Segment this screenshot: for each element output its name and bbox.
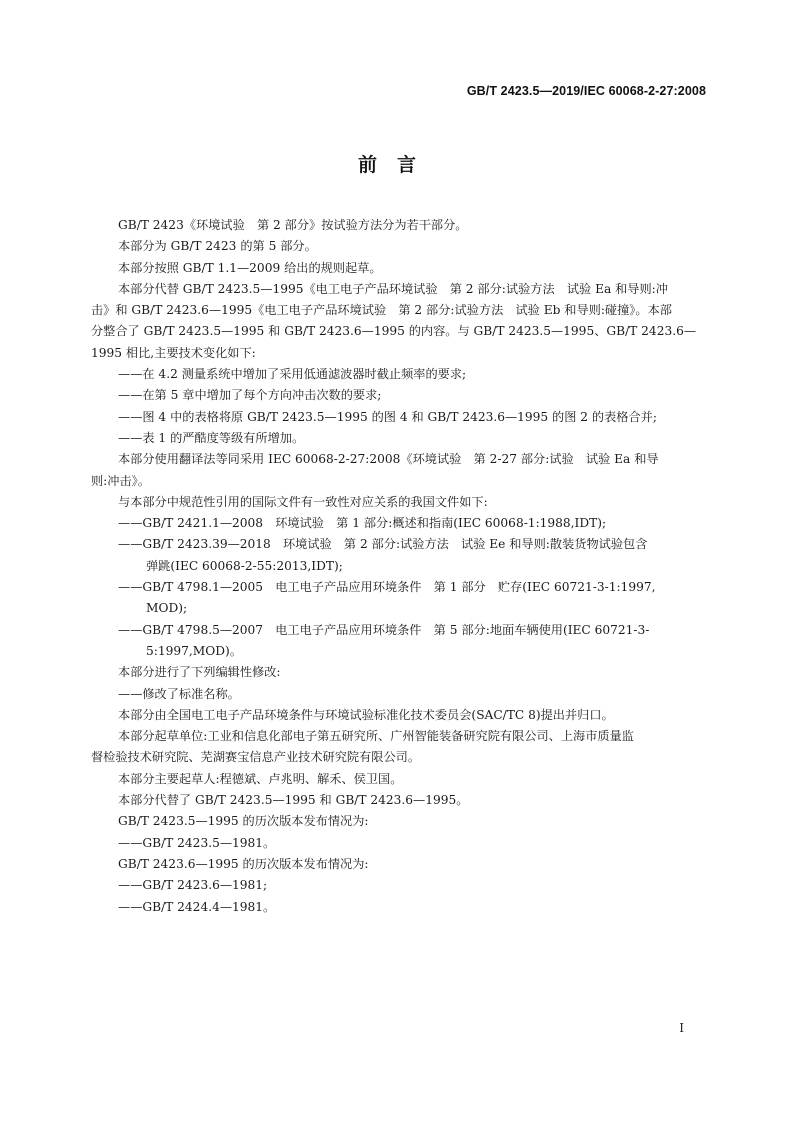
paragraph-line: ——在 4.2 测量系统中增加了采用低通滤波器时截止频率的要求;	[118, 367, 467, 382]
list-item	[118, 897, 708, 918]
paragraph-line: 则:冲击》。	[91, 473, 150, 488]
paragraph	[118, 790, 708, 811]
paragraph-line: ——修改了标准名称。	[118, 686, 240, 701]
list-item	[118, 875, 708, 896]
paragraph-line: 本部分代替了 GB/T 2423.5—1995 和 GB/T 2423.6—1995。	[118, 793, 469, 808]
paragraph	[91, 726, 708, 769]
paragraph-line: 本部分按照 GB/T 1.1—2009 给出的规则起草。	[118, 260, 382, 275]
paragraph-line: 本部分进行了下列编辑性修改:	[118, 665, 281, 680]
page-number: Ⅰ	[679, 1021, 684, 1035]
list-item	[118, 407, 708, 428]
paragraph-line: 本部分为 GB/T 2423 的第 5 部分。	[118, 239, 317, 254]
paragraph-line: ——GB/T 4798.5—2007 电工电子产品应用环境条件 第 5 部分:地面车辆使用(IEC 60721-3-	[118, 622, 650, 637]
paragraph-line: 本部分由全国电工电子产品环境条件与环境试验标准化技术委员会(SAC/TC 8)提出并归口。	[118, 707, 614, 722]
paragraph	[118, 492, 708, 513]
list-item	[118, 684, 708, 705]
list-item	[118, 833, 708, 854]
paragraph-line: 本部分主要起草人:程德斌、卢兆明、解禾、侯卫国。	[118, 771, 403, 786]
paragraph-line: GB/T 2423.5—1995 的历次版本发布情况为:	[118, 814, 369, 829]
paragraph	[118, 258, 708, 279]
list-item	[118, 364, 708, 385]
standard-number-header: GB/T 2423.5—2019/IEC 60068-2-27:2008	[466, 84, 706, 98]
paragraph-line: 1995 相比,主要技术变化如下:	[91, 345, 256, 360]
paragraph-line: 弹跳(IEC 60068-2-55:2013,IDT);	[146, 558, 343, 573]
paragraph-line: ——GB/T 2423.6—1981;	[118, 878, 268, 893]
list-item	[118, 577, 708, 620]
paragraph-line: ——GB/T 2424.4—1981。	[118, 899, 276, 914]
body-text	[91, 215, 708, 918]
paragraph-line: ——GB/T 2423.5—1981。	[118, 835, 276, 850]
paragraph-line: 督检验技术研究院、芜湖赛宝信息产业技术研究院有限公司。	[91, 750, 421, 765]
paragraph-line: ——表 1 的严酷度等级有所增加。	[118, 430, 305, 445]
page-title: 前言	[357, 154, 436, 176]
paragraph-line: ——GB/T 2421.1—2008 环境试验 第 1 部分:概述和指南(IEC 60068-1:1988,IDT);	[118, 516, 607, 531]
paragraph-line: 本部分代替 GB/T 2423.5—1995《电工电子产品环境试验 第 2 部分:试验方法 试验 Ea 和导则:冲	[118, 281, 668, 296]
paragraph	[91, 279, 708, 364]
paragraph	[118, 236, 708, 257]
paragraph-line: 5:1997,MOD)。	[146, 643, 242, 658]
paragraph	[118, 854, 708, 875]
paragraph-line: 与本部分中规范性引用的国际文件有一致性对应关系的我国文件如下:	[118, 494, 488, 509]
list-item	[118, 620, 708, 663]
paragraph-line: GB/T 2423.6—1995 的历次版本发布情况为:	[118, 856, 369, 871]
paragraph-line: 本部分起草单位:工业和信息化部电子第五研究所、广州智能装备研究院有限公司、上海市质量监	[118, 729, 634, 744]
list-item	[118, 534, 708, 577]
paragraph-line: 分整合了 GB/T 2423.5—1995 和 GB/T 2423.6—1995 的内容。与 GB/T 2423.5—1995、GB/T 2423.6—	[91, 324, 697, 339]
paragraph	[118, 662, 708, 683]
list-item	[118, 513, 708, 534]
paragraph-line: 击》和 GB/T 2423.6—1995《电工电子产品环境试验 第 2 部分:试验方法 试验 Eb 和导则:碰撞》。本部	[91, 303, 672, 318]
paragraph	[91, 449, 708, 492]
paragraph-line: MOD);	[146, 601, 188, 616]
paragraph-line: 本部分使用翻译法等同采用 IEC 60068-2-27:2008《环境试验 第 2-27 部分:试验 试验 Ea 和导	[118, 452, 659, 467]
paragraph	[118, 705, 708, 726]
paragraph-line: ——图 4 中的表格将原 GB/T 2423.5—1995 的图 4 和 GB/T 2423.6—1995 的图 2 的表格合并;	[118, 409, 657, 424]
paragraph	[118, 215, 708, 236]
paragraph-line: GB/T 2423《环境试验 第 2 部分》按试验方法分为若干部分。	[118, 218, 468, 232]
paragraph	[118, 769, 708, 790]
list-item	[118, 428, 708, 449]
paragraph-line: ——在第 5 章中增加了每个方向冲击次数的要求;	[118, 388, 382, 403]
paragraph	[118, 811, 708, 832]
paragraph-line: ——GB/T 4798.1—2005 电工电子产品应用环境条件 第 1 部分 贮存(IEC 60721-3-1:1997,	[118, 580, 656, 595]
list-item	[118, 385, 708, 406]
paragraph-line: ——GB/T 2423.39—2018 环境试验 第 2 部分:试验方法 试验 Ee 和导则:散装货物试验包含	[118, 537, 648, 552]
